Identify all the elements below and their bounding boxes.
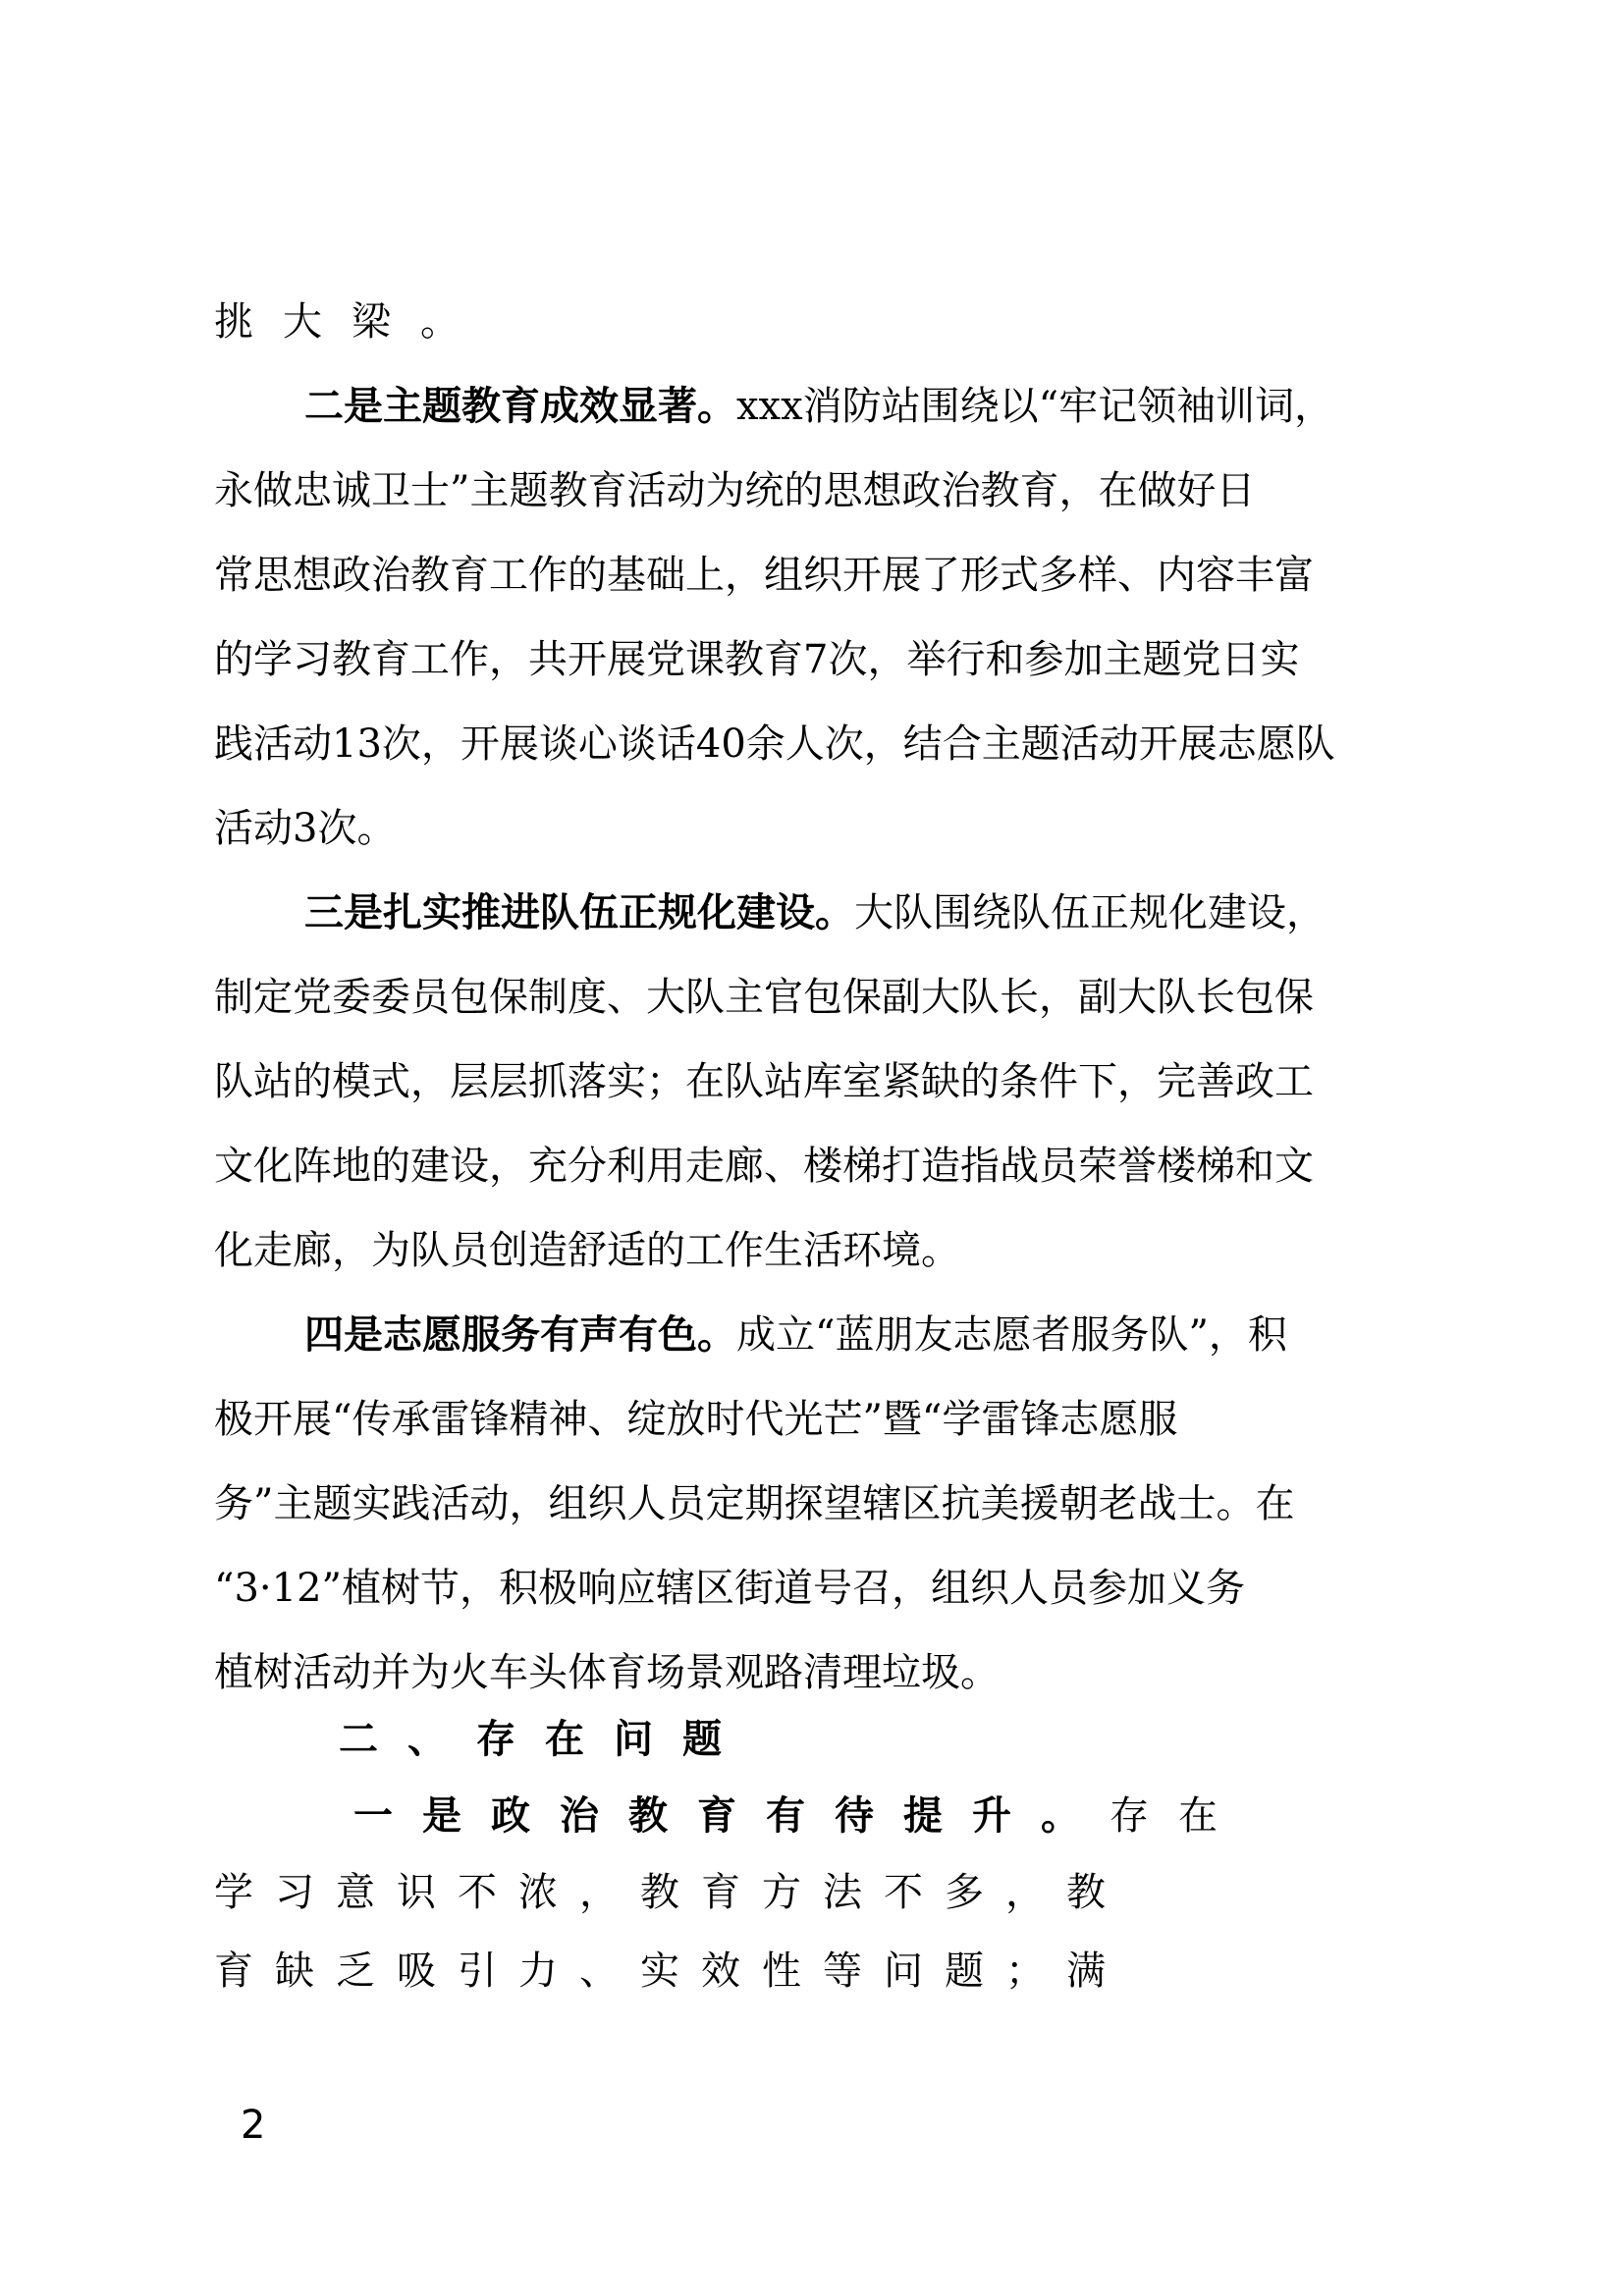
paragraph-line: 制定党委委员包保制度、大队主官包保副大队长，副大队长包保 [214,975,1314,1020]
problem-item-line-1 [353,1789,1424,1843]
paragraph-text: 成立“蓝朋友志愿者服务队”，积 [736,1312,1287,1358]
paragraph-line: 化走廊，为队员创造舒适的工作生活环境。 [214,1228,960,1273]
paragraph-theme-education-line-1 [304,379,1522,434]
paragraph-lead: 二是主题教育成效显著。 [304,383,736,429]
paragraph-standardization-line-1 [304,885,1522,940]
page-number: 2 [241,2103,266,2148]
paragraph-line: 践活动13次，开展谈心谈话40余人次，结合主题活动开展志愿队 [214,721,1335,767]
paragraph-text: xxx消防站围绕以“牢记领袖训词， [736,384,1334,429]
paragraph-line: “3·12”植树节，积极响应辖区街道号召，组织人员参加义务 [214,1566,1245,1611]
paragraph-lead: 一是政治教育有待提升。 [353,1792,1110,1839]
paragraph-line: 文化阵地的建设，充分利用走廊、楼梯打造指战员荣誉楼梯和文 [214,1144,1314,1189]
section-heading: 二、存在问题 [339,1716,751,1762]
paragraph-volunteer-line-1 [304,1308,1522,1362]
paragraph-lead: 三是扎实推进队伍正规化建设。 [304,889,854,935]
paragraph-line: 常思想政治教育工作的基础上，组织开展了形式多样、内容丰富 [214,553,1314,598]
carryover-line: 挑大梁。 [214,299,489,345]
paragraph-line: 学习意识不浓，教育方法不多，教 [214,1870,1127,1915]
paragraph-line: 务”主题实践活动，组织人员定期探望辖区抗美援朝老战士。在 [214,1481,1295,1526]
paragraph-line: 植树活动并为火车头体育场景观路清理垃圾。 [214,1650,1000,1695]
paragraph-line: 队站的模式，层层抓落实；在队站库室紧缺的条件下，完善政工 [214,1059,1314,1104]
paragraph-line: 的学习教育工作，共开展党课教育7次，举行和参加主题党日实 [214,637,1300,682]
paragraph-lead: 四是志愿服务有声有色。 [304,1311,736,1358]
paragraph-line: 育缺乏吸引力、实效性等问题；满 [214,1949,1127,1994]
paragraph-line: 永做忠诚卫士”主题教育活动为统的思想政治教育，在做好日 [214,468,1256,513]
paragraph-line: 活动3次。 [214,806,397,851]
paragraph-text: 大队围绕队伍正规化建设， [854,890,1326,935]
paragraph-text: 存在 [1110,1793,1247,1839]
paragraph-line: 极开展“传承雷锋精神、绽放时代光芒”暨“学雷锋志愿服 [214,1397,1178,1442]
